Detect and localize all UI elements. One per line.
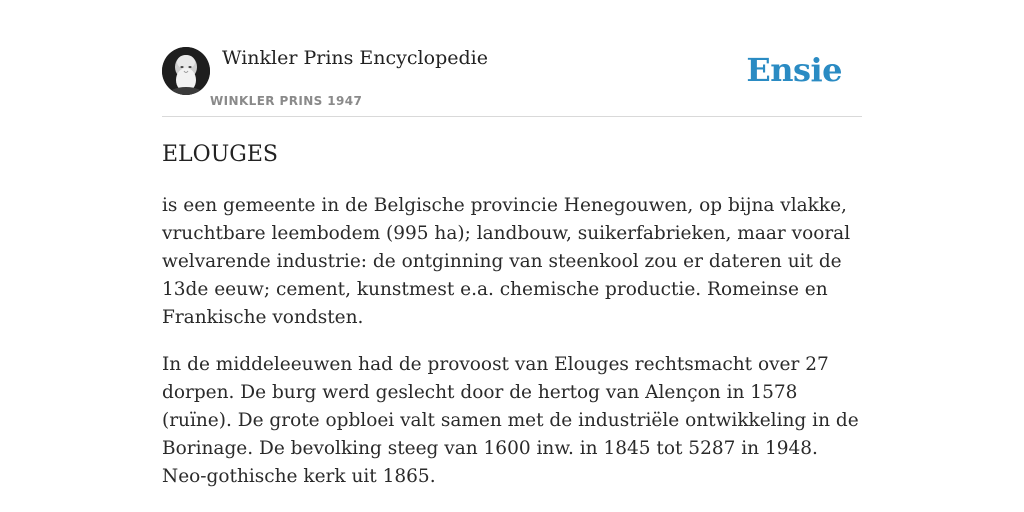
source-avatar[interactable] <box>162 47 210 95</box>
brand-logo[interactable]: Ensie <box>746 51 842 89</box>
article-title: ELOUGES <box>162 142 278 167</box>
page-container <box>162 0 862 487</box>
portrait-avatar-icon <box>162 47 210 95</box>
article-paragraph: In de middeleeuwen had de provoost van Elouges rechtsmacht over 27 dorpen. De burg werd geslecht door de hertog van Alençon in 1578 (ruïne). De grote opbloei valt samen met de industriële ontwikkeling in de Borinage. De bevolking steeg van 1600 inw. in 1845 tot 5287 in 1948. Neo-gothische kerk uit 1865. <box>162 354 859 487</box>
article-paragraph: is een gemeente in de Belgische provincie Henegouwen, op bijna vlakke, vruchtbare leembodem (995 ha); landbouw, suikerfabrieken, maar vooral welvarende industrie: de ontginning van steenkool zou er dateren uit de 13de eeuw; cement, kunstmest e.a. chemische productie. Romeinse en Frankische vondsten. <box>162 195 851 328</box>
source-name[interactable]: Winkler Prins Encyclopedie <box>222 47 488 69</box>
source-header <box>162 0 862 117</box>
source-subtitle: WINKLER PRINS 1947 <box>210 94 363 108</box>
